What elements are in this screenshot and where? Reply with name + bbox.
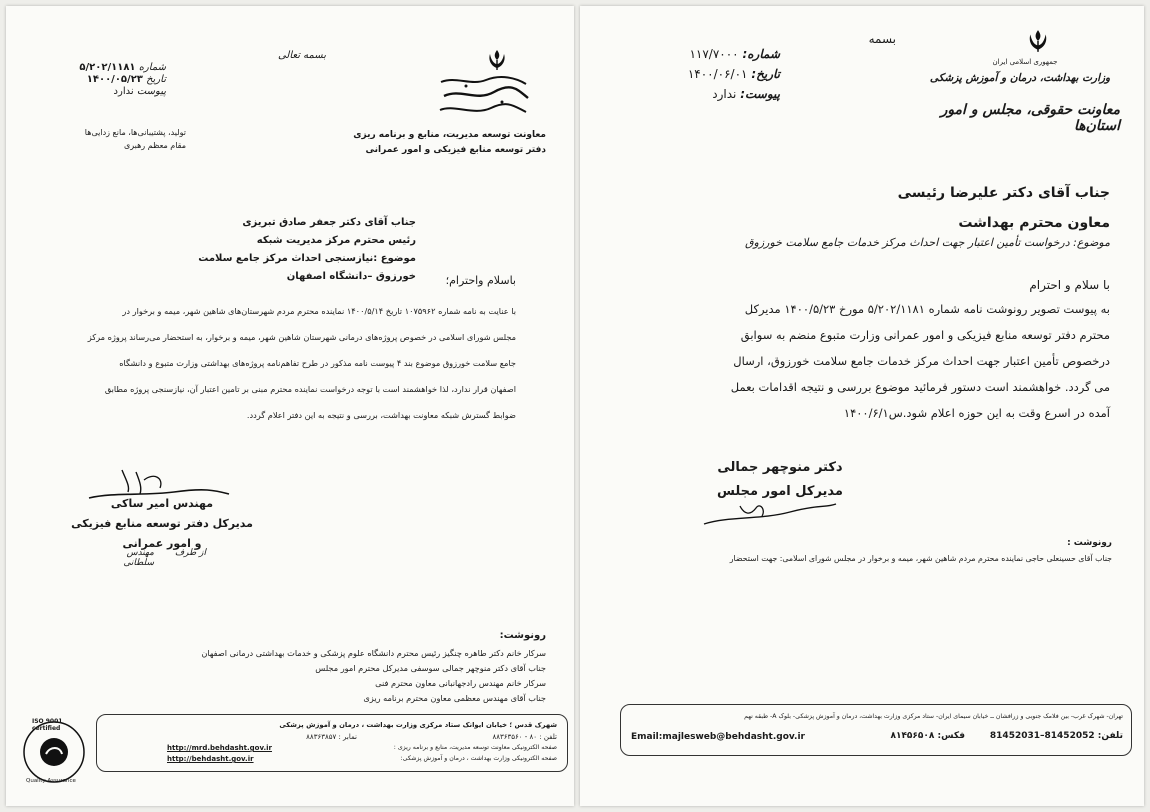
body-line: به پیوست تصویر رونوشت نامه شماره ۵/۲۰۲/۱۱۸۱ مورخ ۱۴۰۰/۵/۲۳ مدیرکل bbox=[744, 302, 1110, 316]
footer-email[interactable]: Email:majlesweb@behdasht.gov.ir bbox=[631, 732, 805, 742]
attachment-label: پیوست bbox=[136, 86, 166, 97]
org-line: دفتر توسعه منابع فیزیکی و امور عمرانی bbox=[365, 145, 546, 155]
number-value: ۵/۲۰۲/۱۱۸۱ bbox=[79, 62, 136, 73]
date-value: ۱۴۰۰/۰۵/۲۳ bbox=[86, 74, 143, 85]
iso-sub: Quality Assurance bbox=[26, 778, 76, 784]
left-org-lines bbox=[306, 128, 546, 158]
date-value: ۱۴۰۰/۰۶/۰۱ bbox=[687, 67, 748, 81]
ministry-small: جمهوری اسلامی ایران bbox=[992, 58, 1058, 66]
left-signature-block bbox=[62, 494, 262, 554]
ministry-name: وزارت بهداشت، درمان و آموزش پزشکی bbox=[929, 72, 1111, 84]
body-line: با عنایت به نامه شماره ۱۰۷۵۹۶۲ تاریخ ۱۴۰۰/۵/۱۴ نماینده محترم مردم شهرستان‌های شاهین شهر، میمه و برخوار در bbox=[122, 306, 516, 316]
footer-fax: نمابر : ۸۸۳۶۳۸۵۷ bbox=[306, 733, 357, 741]
signer-title: مدیرکل دفتر توسعه منابع فیزیکی bbox=[71, 517, 253, 530]
footer-address: تهران- شهرک غرب- بین فلامک جنوبی و زرافشان ــ خیابان سیمای ایران- ستاد مرکزی وزارت بهداشت، درمان و آموزش پزشکی- بلوک A- طبقه نهم bbox=[744, 713, 1123, 720]
recipient-name: جناب آقای دکتر علیرضا رئیسی bbox=[897, 185, 1110, 201]
right-handwritten-signature bbox=[700, 494, 840, 532]
left-bismillah: بسمه تعالی bbox=[277, 50, 326, 61]
footer-phone: تلفن : ۸۰ - ۸۸۳۶۳۵۶۰ bbox=[492, 733, 557, 741]
body-line: مجلس شورای اسلامی در خصوص پروژه‌های درمانی شهرستان شاهین شهر، میمه و برخوار، به استحضار می‌رساند پروژه مرکز bbox=[87, 332, 516, 342]
body-line: اصفهان قرار ندارد، لذا خواهشمند است با توجه درخواست نماینده محترم مبنی بر تامین اعتبار آن، نیازسنجی پروژه مطابق bbox=[104, 384, 516, 394]
cc-line: سرکار خانم دکتر طاهره چنگیز رئیس محترم دانشگاه علوم پزشکی و خدمات بهداشتی درمانی اصفهان bbox=[201, 648, 546, 658]
footer-address: شهرک قدس ؛ خیابان ایوانک ستاد مرکزی وزارت بهداشت ، درمان و آموزش پزشکی bbox=[279, 721, 557, 729]
iso-text: ISO 9001 certified bbox=[32, 718, 63, 732]
slogan-line: تولید، پشتیبانی‌ها، مانع زدایی‌ها bbox=[84, 128, 186, 137]
body-line: ضوابط گسترش شبکه معاونت بهداشت، بررسی و نتیجه به این دفتر اعلام گردد. bbox=[246, 410, 516, 420]
on-behalf-label: از طرف bbox=[174, 548, 206, 558]
date-label: تاریخ: bbox=[751, 67, 780, 81]
body-line: جامع سلامت خورزوق موضوع بند ۴ پیوست نامه مذکور در طرح تفاهم‌نامه پروژه‌های بهداشتی وزارت متبوع و دانشگاه bbox=[119, 358, 516, 368]
recipient-name: جناب آقای دکتر جعفر صادق تبریزی bbox=[242, 217, 416, 228]
footer-phone: تلفن: 81452052–81452031 bbox=[989, 731, 1123, 741]
left-footer bbox=[96, 714, 568, 772]
right-meta bbox=[640, 44, 780, 104]
right-greeting: با سلام و احترام bbox=[1029, 278, 1110, 292]
number-label: شماره bbox=[138, 62, 166, 73]
body-line: درخصوص تأمین اعتبار جهت احداث مرکز خدمات جامع سلامت خورزوق، ارسال bbox=[733, 354, 1110, 368]
left-greeting: باسلام واحترام؛ bbox=[445, 274, 516, 287]
slogan bbox=[26, 126, 186, 152]
subject-line: موضوع :نیازسنجی احداث مرکز جامع سلامت خورزوق –دانشگاه اصفهان bbox=[198, 253, 416, 282]
footer-site2-label: صفحه الکترونیکی وزارت بهداشت ، درمان و آموزش پزشکی: bbox=[400, 755, 557, 762]
body-line: محترم دفتر توسعه منابع فیزیکی و امور عمرانی وزارت متبوع منضم به سوابق bbox=[740, 328, 1110, 342]
footer-fax: فکس: ۸۱۴۵۶۵۰۸ bbox=[890, 731, 965, 741]
right-body bbox=[660, 296, 1110, 426]
right-subject: موضوع: درخواست تأمین اعتبار جهت احداث مرکز خدمات جامع سلامت خورزوق bbox=[745, 236, 1110, 249]
right-footer bbox=[620, 704, 1132, 756]
right-recipient bbox=[810, 178, 1110, 238]
cc-line: جناب آقای دکتر منوچهر جمالی سوسفی مدیرکل محترم امور مجلس bbox=[315, 663, 546, 673]
left-meta bbox=[76, 62, 166, 98]
attachment-value: ندارد bbox=[712, 87, 737, 101]
right-cc-title: رونوشت : bbox=[1067, 538, 1112, 548]
right-bismillah: بسمه bbox=[868, 32, 896, 46]
number-value: ۱۱۷/۷۰۰۰ bbox=[689, 47, 739, 61]
letter-left bbox=[6, 6, 574, 806]
left-cc-title: رونوشت: bbox=[499, 630, 546, 641]
slogan-author: مقام معظم رهبری bbox=[123, 141, 186, 150]
footer-site1-label: صفحه الکترونیکی معاونت توسعه مدیریت، منابع و برنامه ریزی : bbox=[393, 744, 557, 751]
iso-badge bbox=[18, 716, 90, 788]
footer-site2-link[interactable]: http://behdasht.gov.ir bbox=[167, 755, 254, 763]
letter-right bbox=[580, 6, 1144, 806]
recipient-title: معاون محترم بهداشت bbox=[958, 215, 1110, 231]
attachment-value: ندارد bbox=[113, 86, 134, 97]
ministry-calligraphy-logo bbox=[436, 72, 531, 124]
date-label: تاریخ bbox=[146, 74, 166, 85]
body-line: می گردد. خواهشمند است دستور فرمائید موضوع بررسی و نتیجه اقدامات بعمل bbox=[730, 380, 1110, 394]
number-label: شماره: bbox=[742, 47, 780, 61]
iran-emblem-icon bbox=[486, 48, 508, 72]
iran-emblem-icon bbox=[1026, 28, 1050, 54]
on-behalf-name: مهندس سلطانی bbox=[123, 548, 154, 568]
cc-line: سرکار خانم مهندس رادجهانبانی معاون محترم فنی bbox=[375, 678, 546, 688]
footer-site1-link[interactable]: http://mrd.behdasht.gov.ir bbox=[167, 744, 272, 752]
body-line: آمده در اسرع وقت به این حوزه اعلام شود.س۱۴۰۰/۶/۱ bbox=[843, 406, 1110, 420]
signer-name: مهندس امیر ساکی bbox=[110, 497, 214, 510]
recipient-title: رئیس محترم مرکز مدیریت شبکه bbox=[256, 235, 416, 246]
attachment-label: پیوست: bbox=[740, 87, 780, 101]
deputy-name: معاونت حقوقی، مجلس و امور استان‌ها bbox=[940, 102, 1120, 134]
signer-title: مدیرکل امور مجلس bbox=[717, 484, 843, 499]
left-body bbox=[16, 298, 516, 428]
cc-line: جناب آقای مهندس معظمی معاون محترم برنامه ریزی bbox=[363, 693, 546, 703]
signer-title-2: و امور عمرانی bbox=[122, 537, 202, 550]
left-cc-list bbox=[46, 646, 546, 706]
org-line: معاونت توسعه مدیریت، منابع و برنامه ریزی bbox=[353, 130, 546, 140]
signer-name: دکتر منوچهر جمالی bbox=[717, 460, 843, 475]
right-cc-line: جناب آقای حسینعلی حاجی نماینده محترم مردم شاهین شهر، میمه و برخوار در مجلس شورای اسلامی: جهت استحضار bbox=[729, 554, 1112, 563]
